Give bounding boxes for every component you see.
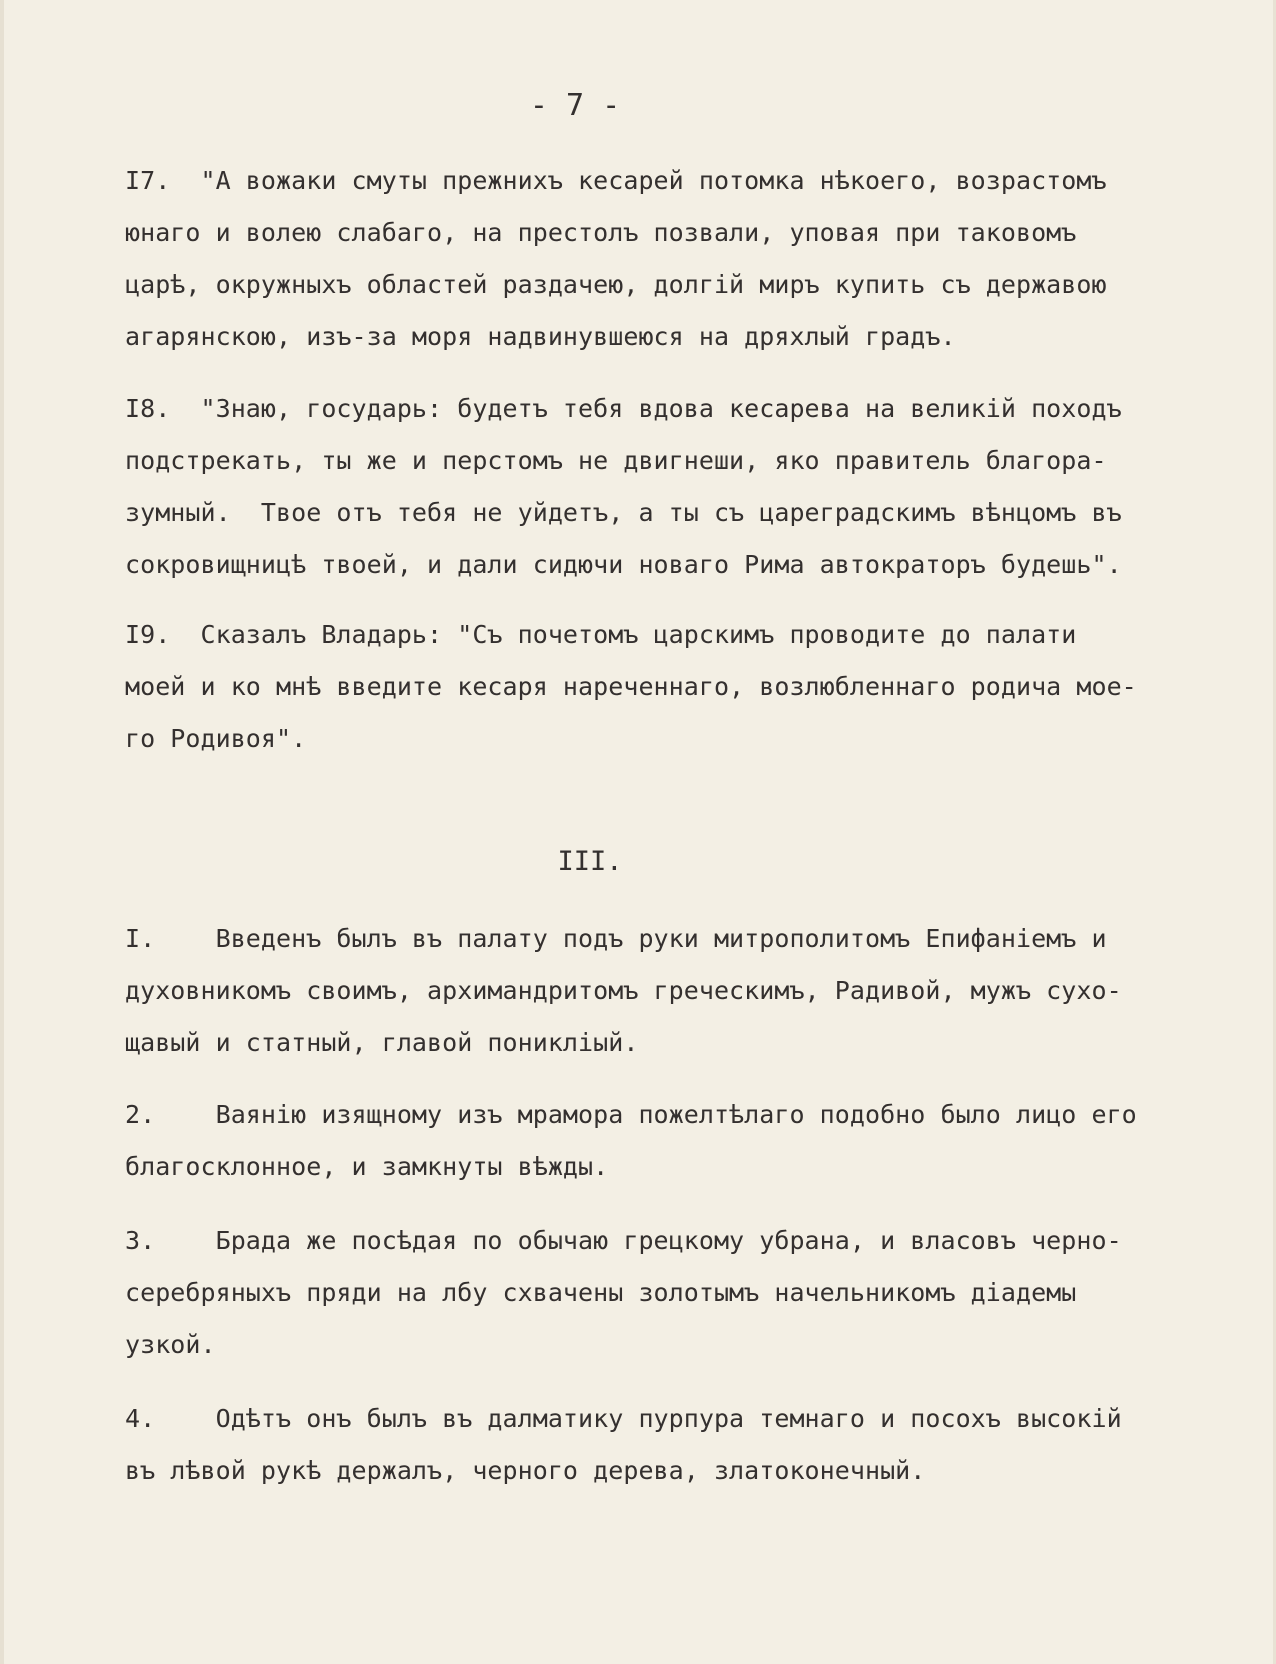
paragraph-line: царѣ, окружныхъ областей раздачею, долгій миръ купить съ державою (125, 270, 1107, 299)
paragraph-line: I. Введенъ былъ въ палату подъ руки митрополитомъ Епифаніемъ и (125, 924, 1107, 953)
page-number: - 7 - (529, 88, 621, 123)
paragraph-line: го Родивоя". (125, 724, 307, 753)
paragraph-line: I9. Сказалъ Владарь: "Съ почетомъ царскимъ проводите до палати (125, 620, 1077, 649)
paragraph-18 (125, 383, 1235, 591)
paragraph-19 (125, 609, 1235, 765)
section-paragraph-4 (125, 1393, 1235, 1497)
section-heading: III. (557, 846, 623, 877)
paragraph-line: 3. Брада же посѣдая по обычаю грецкому убрана, и власовъ черно- (125, 1226, 1122, 1255)
paragraph-line: I8. "Знаю, государь: будетъ тебя вдова кесарева на великій походъ (125, 394, 1122, 423)
paragraph-line: агарянскою, изъ-за моря надвинувшеюся на дряхлый градъ. (125, 322, 956, 351)
section-paragraph-3 (125, 1215, 1235, 1371)
paragraph-line: юнаго и волею слабаго, на престолъ позвали, уповая при таковомъ (125, 218, 1077, 247)
section-paragraph-2 (125, 1089, 1235, 1193)
paragraph-line: 4. Одѣтъ онъ былъ въ далматику пурпура темнаго и посохъ высокій (125, 1404, 1122, 1433)
paragraph-line: благосклонное, и замкнуты вѣжды. (125, 1152, 609, 1181)
paragraph-line: подстрекать, ты же и перстомъ не двигнеши, яко правитель благора- (125, 446, 1107, 475)
paragraph-line: въ лѣвой рукѣ держалъ, черного дерева, златоконечный. (125, 1456, 926, 1485)
paragraph-line: щавый и статный, главой поникліый. (125, 1028, 639, 1057)
section-paragraph-1 (125, 913, 1235, 1069)
paragraph-line: I7. "А вожаки смуты прежнихъ кесарей потомка нѣкоего, возрастомъ (125, 166, 1107, 195)
paragraph-line: сокровищницѣ твоей, и дали сидючи новаго Рима автократоръ будешь". (125, 550, 1122, 579)
paragraph-line: зумный. Твое отъ тебя не уйдетъ, а ты съ цареградскимъ вѣнцомъ въ (125, 498, 1122, 527)
paragraph-line: моей и ко мнѣ введите кесаря нареченнаго, возлюбленнаго родича мое- (125, 672, 1137, 701)
paragraph-17 (125, 155, 1235, 363)
paragraph-line: 2. Ваянію изящному изъ мрамора пожелтѣлаго подобно было лицо его (125, 1100, 1137, 1129)
paragraph-line: узкой. (125, 1330, 216, 1359)
paragraph-line: духовникомъ своимъ, архимандритомъ греческимъ, Радивой, мужъ сухо- (125, 976, 1122, 1005)
paragraph-line: серебряныхъ пряди на лбу схвачены золотымъ начельникомъ діадемы (125, 1278, 1077, 1307)
